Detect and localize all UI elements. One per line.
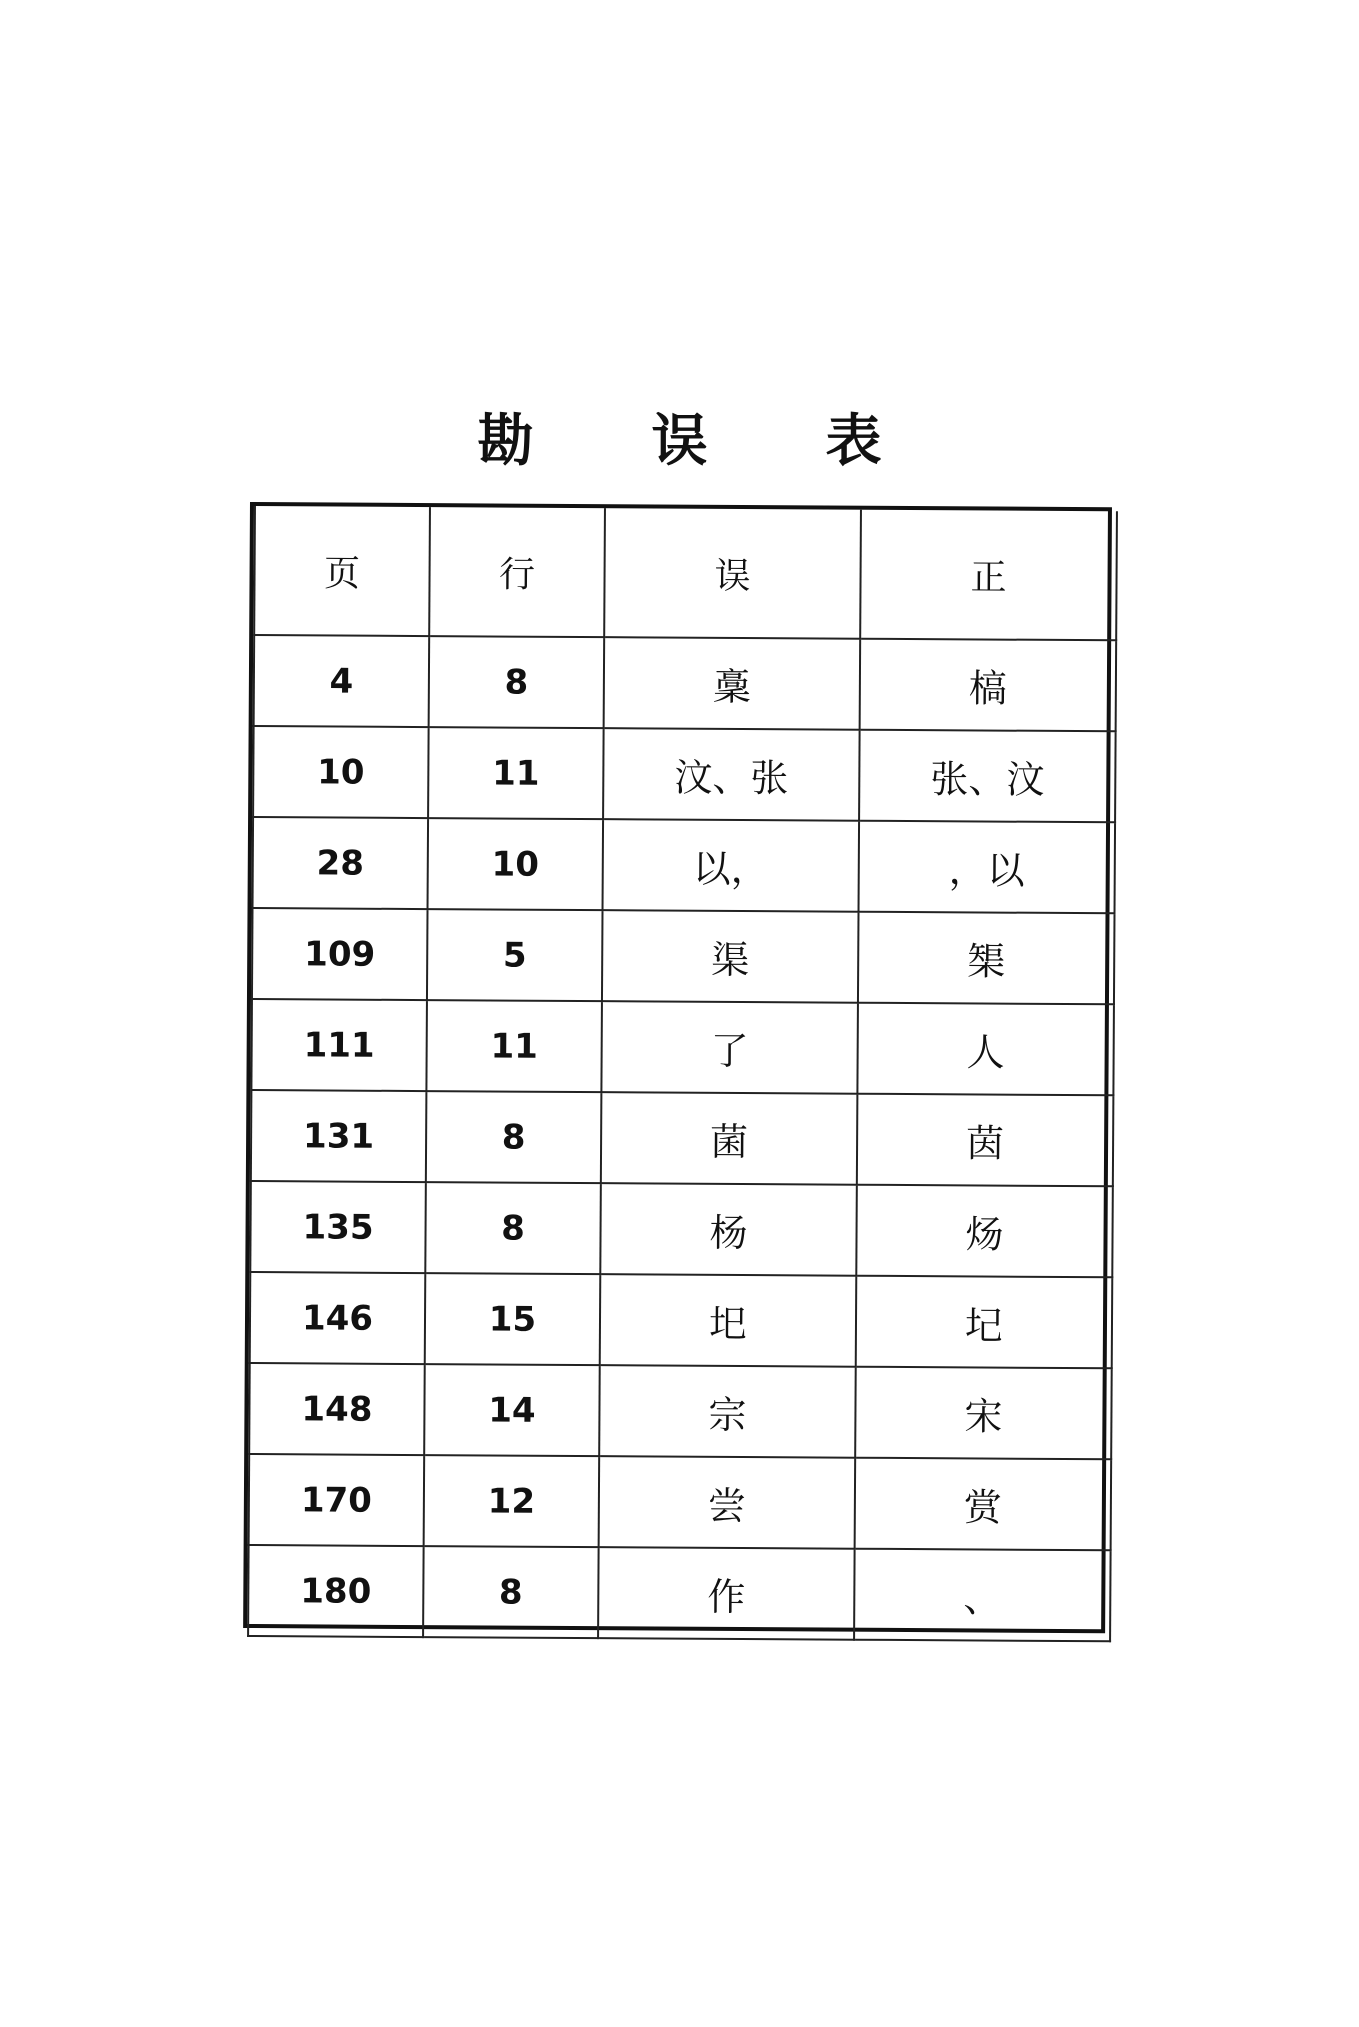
column-header-correct: 正 bbox=[860, 510, 1117, 641]
cell-wrong: 杨 bbox=[600, 1183, 857, 1276]
column-header-wrong: 误 bbox=[604, 508, 861, 639]
cell-page: 28 bbox=[253, 817, 429, 909]
cell-line: 8 bbox=[426, 1091, 602, 1183]
cell-wrong: 菌 bbox=[601, 1092, 858, 1185]
cell-correct: ，以 bbox=[859, 821, 1116, 914]
table-row bbox=[253, 726, 1116, 822]
column-header-page: 页 bbox=[254, 506, 430, 636]
errata-table-frame bbox=[243, 502, 1112, 1633]
table-row bbox=[251, 1090, 1114, 1186]
cell-line: 8 bbox=[425, 1182, 601, 1274]
column-header-line: 行 bbox=[429, 507, 605, 637]
table-row bbox=[249, 1363, 1112, 1459]
cell-wrong: 稾 bbox=[604, 637, 861, 730]
cell-correct: 、 bbox=[854, 1549, 1111, 1642]
cell-line: 12 bbox=[424, 1455, 600, 1547]
cell-wrong: 以， bbox=[603, 819, 860, 912]
cell-wrong: 圯 bbox=[600, 1274, 857, 1367]
title-char: 误 bbox=[651, 408, 708, 474]
table-row bbox=[248, 1545, 1111, 1641]
cell-line: 8 bbox=[429, 636, 605, 728]
cell-page: 10 bbox=[253, 726, 429, 818]
cell-line: 5 bbox=[427, 909, 603, 1001]
cell-correct: 人 bbox=[857, 1003, 1114, 1096]
cell-correct: 茵 bbox=[857, 1094, 1114, 1187]
cell-line: 14 bbox=[424, 1364, 600, 1456]
cell-correct: 赏 bbox=[855, 1458, 1112, 1551]
cell-page: 131 bbox=[251, 1090, 427, 1182]
cell-wrong: 渠 bbox=[602, 910, 859, 1003]
cell-correct: 张、汶 bbox=[859, 730, 1116, 823]
table-row bbox=[249, 1454, 1112, 1550]
table-row bbox=[250, 1181, 1113, 1277]
cell-page: 111 bbox=[251, 999, 427, 1091]
cell-page: 135 bbox=[250, 1181, 426, 1273]
table-row bbox=[253, 817, 1116, 913]
page-title bbox=[0, 392, 1359, 482]
cell-line: 15 bbox=[425, 1273, 601, 1365]
cell-line: 11 bbox=[426, 1000, 602, 1092]
cell-page: 170 bbox=[249, 1454, 425, 1546]
cell-line: 10 bbox=[428, 818, 604, 910]
cell-wrong: 了 bbox=[601, 1001, 858, 1094]
table-row bbox=[251, 999, 1114, 1095]
cell-correct: 炀 bbox=[856, 1185, 1113, 1278]
cell-page: 180 bbox=[248, 1545, 424, 1637]
cell-page: 146 bbox=[250, 1272, 426, 1364]
cell-correct: 宋 bbox=[855, 1367, 1112, 1460]
table-row bbox=[254, 635, 1117, 731]
cell-wrong: 汶、张 bbox=[603, 728, 860, 821]
cell-line: 8 bbox=[423, 1546, 599, 1638]
table-row bbox=[250, 1272, 1113, 1368]
table-header-row bbox=[254, 506, 1117, 640]
cell-line: 11 bbox=[428, 727, 604, 819]
cell-page: 109 bbox=[252, 908, 428, 1000]
title-char: 勘 bbox=[477, 408, 534, 474]
cell-correct: 槁 bbox=[860, 639, 1117, 732]
title-char: 表 bbox=[825, 408, 882, 474]
cell-page: 4 bbox=[254, 635, 430, 727]
cell-page: 148 bbox=[249, 1363, 425, 1455]
table-row bbox=[252, 908, 1115, 1004]
errata-table bbox=[247, 506, 1118, 1642]
cell-wrong: 作 bbox=[598, 1547, 855, 1640]
cell-wrong: 宗 bbox=[599, 1365, 856, 1458]
cell-correct: 榘 bbox=[858, 912, 1115, 1005]
cell-wrong: 尝 bbox=[599, 1456, 856, 1549]
cell-correct: 圮 bbox=[856, 1276, 1113, 1369]
